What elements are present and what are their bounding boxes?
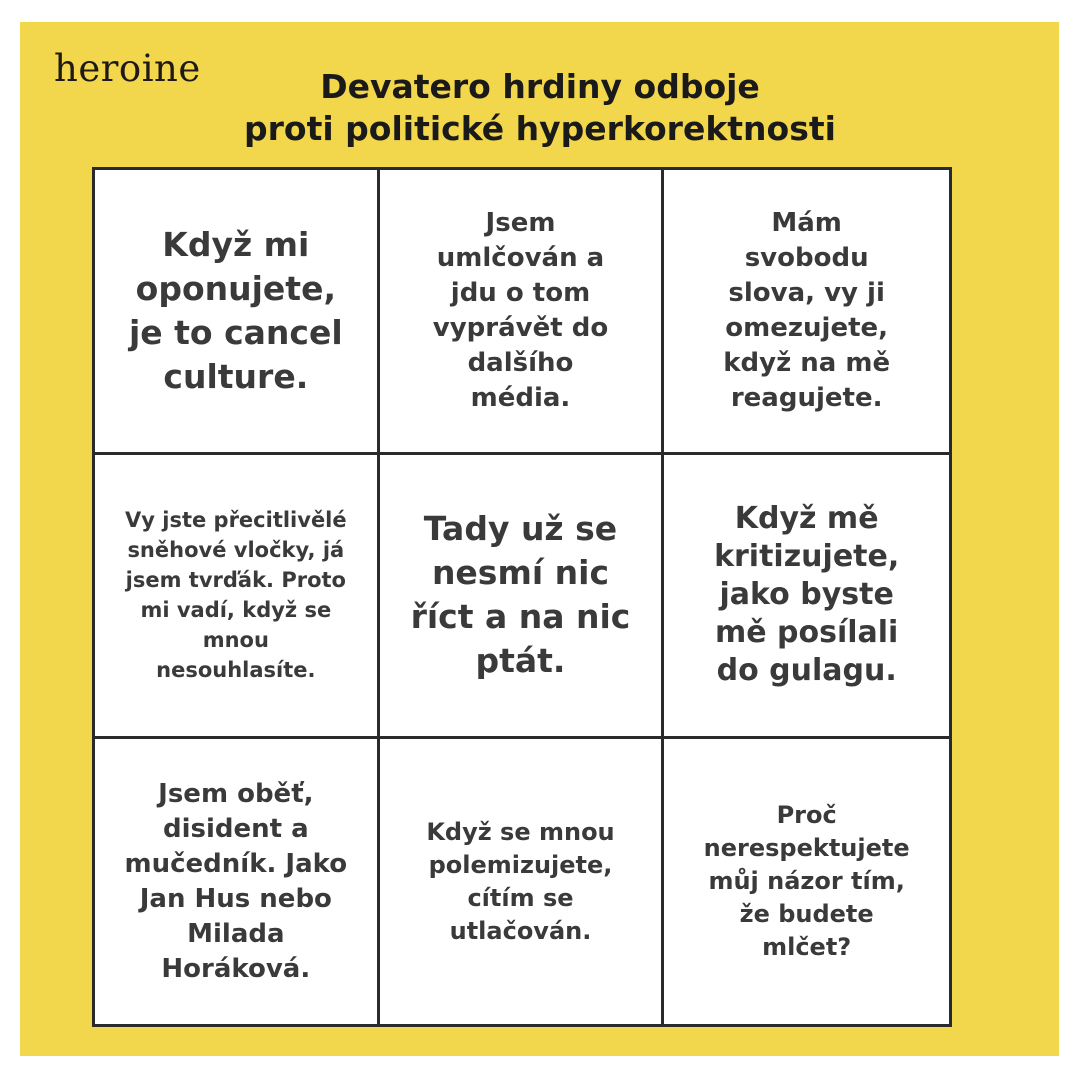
bingo-grid <box>92 167 952 1027</box>
bingo-cell-4 <box>95 455 380 740</box>
bingo-cell-text: Mám svobodu slova, vy ji omezujete, když na mě reagujete. <box>723 207 891 413</box>
bingo-cell-3 <box>664 170 949 455</box>
bingo-cell-text: Když mě kritizujete, jako byste mě posílali do gulagu. <box>714 501 900 689</box>
bingo-cell-2 <box>380 170 665 455</box>
bingo-cell-text: Proč nerespektujete můj názor tím, že budete mlčet? <box>703 801 910 962</box>
bingo-cell-5 <box>380 455 665 740</box>
bingo-cell-text: Jsem oběť, disident a mučedník. Jako Jan Hus nebo Milada Horáková. <box>124 778 348 984</box>
bingo-cell-text: Vy jste přecitlivělé sněhové vločky, já jsem tvrďák. Proto mi vadí, když se mnou nesouhlasíte. <box>125 508 347 683</box>
bingo-cell-9 <box>664 739 949 1024</box>
bingo-cell-text: Když mi oponujete, je to cancel culture. <box>128 224 343 396</box>
bingo-cell-text: Jsem umlčován a jdu o tom vyprávět do dalšího média. <box>432 207 609 413</box>
bingo-cell-text: Když se mnou polemizujete, cítím se utlačován. <box>426 817 615 945</box>
bingo-cell-7 <box>95 739 380 1024</box>
bingo-cell-1 <box>95 170 380 455</box>
bingo-cell-text: Tady už se nesmí nic říct a na nic ptát. <box>410 509 631 681</box>
title-line-2: proti politické hyperkorektnosti <box>244 109 836 148</box>
title-line-1: Devatero hrdiny odboje <box>320 67 760 106</box>
bingo-cell-6 <box>664 455 949 740</box>
page-title <box>170 66 910 150</box>
bingo-cell-8 <box>380 739 665 1024</box>
heroine-logo: heroine <box>54 47 201 90</box>
